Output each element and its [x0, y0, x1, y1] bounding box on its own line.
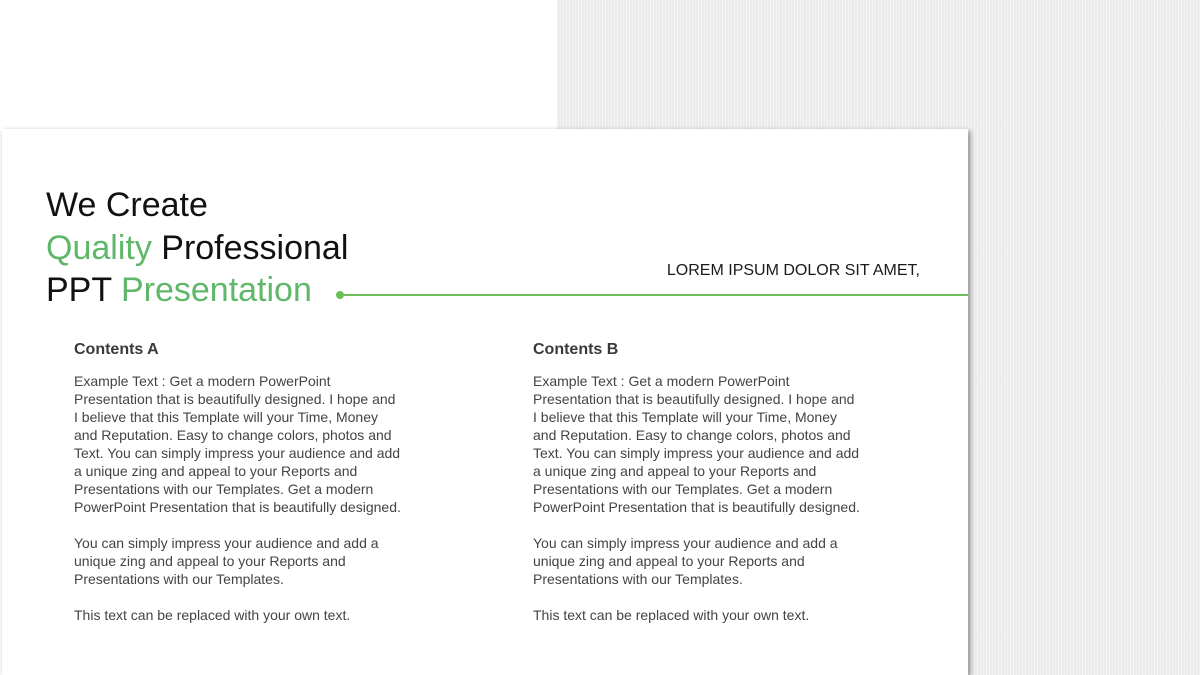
- title-line-2: [46, 227, 348, 270]
- title-accent-quality: Quality: [46, 228, 152, 267]
- column-b-heading: Contents B: [533, 341, 619, 358]
- slide-subtitle: LOREM IPSUM DOLOR SIT AMET,: [666, 262, 920, 279]
- column-a-paragraph-3: This text can be replaced with your own text.: [74, 607, 351, 623]
- column-a-paragraph-2: You can simply impress your audience and add a unique zing and appeal to your Reports and Presentations with our Templates.: [74, 535, 379, 587]
- column-a-heading: Contents A: [74, 341, 159, 358]
- column-b-paragraph-3: This text can be replaced with your own text.: [533, 607, 810, 623]
- column-b-paragraph-1: Example Text : Get a modern PowerPoint Presentation that is beautifully designed. I hope and I believe that this Template will your Time, Money and Reputation. Easy to change colors, photos and Text. You can simply impress your audience and add a unique zing and appeal to your Reports and Presentations with our Templates. Get a modern PowerPoint Presentation that is beautifully designed.: [533, 373, 860, 515]
- column-a-paragraph-1: Example Text : Get a modern PowerPoint Presentation that is beautifully designed. I hope and I believe that this Template will your Time, Money and Reputation. Easy to change colors, photos and Text. You can simply impress your audience and add a unique zing and appeal to your Reports and Presentations with our Templates. Get a modern PowerPoint Presentation that is beautifully designed.: [74, 373, 401, 515]
- title-ppt: PPT: [46, 271, 121, 309]
- content-column-a: [74, 340, 454, 642]
- content-column-b: [533, 340, 913, 642]
- accent-divider-line: [341, 294, 968, 296]
- title-line-1: We Create: [46, 186, 208, 224]
- slide-title: [46, 184, 348, 312]
- title-line-3: [46, 269, 348, 312]
- column-b-paragraph-2: You can simply impress your audience and add a unique zing and appeal to your Reports and Presentations with our Templates.: [533, 535, 838, 587]
- title-professional: Professional: [151, 228, 349, 267]
- title-accent-presentation: Presentation: [120, 271, 312, 309]
